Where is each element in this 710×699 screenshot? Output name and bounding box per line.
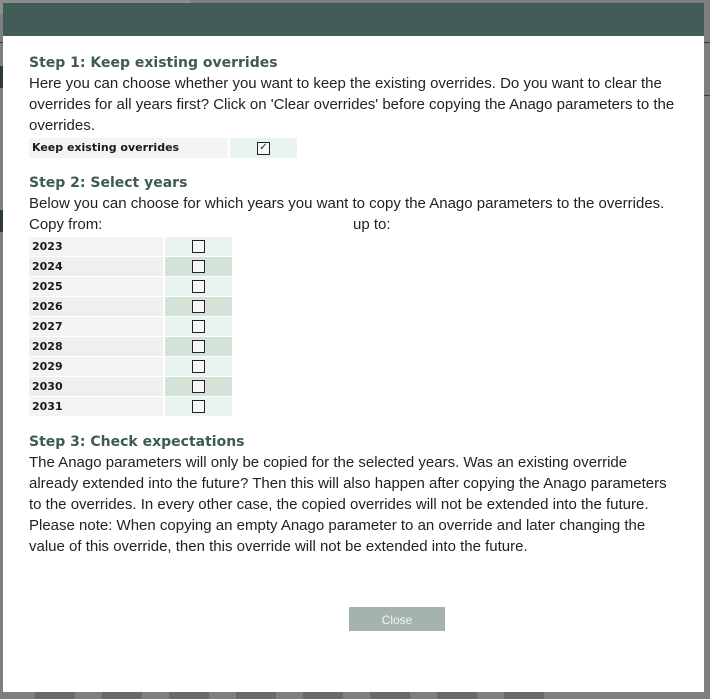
year-label: 2023 (29, 237, 165, 256)
year-label: 2029 (29, 357, 165, 376)
year-checkbox[interactable] (192, 380, 205, 393)
year-row (29, 237, 232, 256)
step-2-title: Step 2: Select years (29, 175, 188, 191)
year-label: 2031 (29, 397, 165, 416)
years-table (29, 236, 232, 417)
year-checkbox[interactable] (192, 240, 205, 253)
year-label: 2027 (29, 317, 165, 336)
dialog-header (3, 3, 704, 36)
year-checkbox[interactable] (192, 280, 205, 293)
keep-overrides-row (29, 138, 679, 158)
year-label: 2030 (29, 377, 165, 396)
year-checkbox[interactable] (192, 360, 205, 373)
step-1-text: Here you can choose whether you want to keep the existing overrides. Do you want to clear the overrides for all years first? Click on 'Clear overrides' before copying the Anago parameters to the overrides. (29, 75, 675, 134)
year-checkbox[interactable] (192, 400, 205, 413)
year-checkbox[interactable] (192, 340, 205, 353)
keep-overrides-cell (230, 138, 297, 158)
step-3-title: Step 3: Check expectations (29, 434, 245, 450)
year-row (29, 257, 232, 276)
copy-parameters-dialog (3, 3, 704, 692)
checkmark-icon: ✓ (259, 142, 268, 153)
year-row (29, 357, 232, 376)
keep-overrides-label: Keep existing overrides (29, 138, 228, 158)
dialog-content (29, 53, 679, 557)
step-3-text: The Anago parameters will only be copied for the selected years. Was an existing override already extended into the future? Then this will also happen after copying the Anago parameters to the overrides. In every other case, the copied overrides will not be extended into the future. Please note: When copying an empty Anago parameter to an override and later changing the value of this override, then this override will not be extended into the future. (29, 454, 667, 555)
background-values-row (35, 692, 555, 699)
step-3 (29, 432, 679, 557)
year-label: 2025 (29, 277, 165, 296)
step-1 (29, 53, 679, 158)
keep-overrides-checkbox[interactable] (257, 142, 270, 155)
year-label: 2028 (29, 337, 165, 356)
background-divider (704, 42, 710, 43)
background-divider (704, 95, 710, 96)
year-row (29, 297, 232, 316)
step-2 (29, 173, 679, 417)
year-checkbox[interactable] (192, 320, 205, 333)
year-label: 2026 (29, 297, 165, 316)
step-2-text: Below you can choose for which years you want to copy the Anago parameters to the overrides. (29, 195, 665, 212)
step-1-title: Step 1: Keep existing overrides (29, 55, 278, 71)
year-row (29, 377, 232, 396)
year-checkbox[interactable] (192, 260, 205, 273)
year-label: 2024 (29, 257, 165, 276)
close-button[interactable]: Close (349, 607, 445, 631)
year-range-labels (29, 214, 679, 235)
up-to-label: up to: (353, 216, 391, 233)
year-row (29, 317, 232, 336)
year-row (29, 397, 232, 416)
copy-from-label: Copy from: (29, 216, 103, 233)
year-row (29, 277, 232, 296)
year-row (29, 337, 232, 356)
year-checkbox[interactable] (192, 300, 205, 313)
